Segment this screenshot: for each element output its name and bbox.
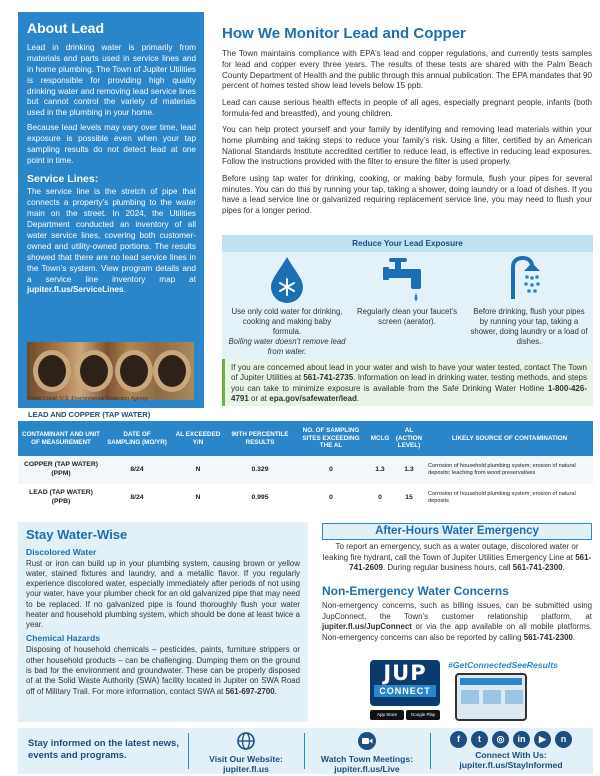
table-header: AL (ACTION LEVEL)	[392, 421, 426, 456]
jupconnect-logo	[370, 660, 440, 706]
website-label: Visit Our Website:	[209, 753, 283, 764]
about-lead-paragraph-2: Because lead levels may vary over time, lead exposure is possible even when your tap sampling results do not detect lead at one point in time.	[27, 123, 196, 165]
non-emergency-text: Non-emergency concerns, such as billing issues, can be submitted using JupConnect, the Town’s customer relationship platform, at jupiter.fl.us/JupConnect or via the app available on all mobile platforms. Non-emergency concerns can also be reported by calling 561-741-2300.	[322, 601, 592, 642]
shower-icon	[507, 255, 551, 303]
non-emergency-phone[interactable]: 561-741-2300	[523, 632, 573, 642]
monitor-paragraph-3: You can help protect yourself and your family by identifying and removing lead materials within your home plumbing and taking steps to reduce your family’s risk. Using a filter, certified by an American National Standards Institute accredited certifier to reduce lead, is effective in reducing lead exposures. Follow the instructions provided with the filter to ensure the filter is used properly.	[222, 125, 592, 167]
hotline-phone[interactable]: 1-800-426-4791	[231, 383, 587, 404]
table-cell: LEAD (TAP WATER) (PPB)	[29, 489, 93, 505]
table-cell: Corrosion of household plumbing system; erosion of natural deposits; leaching from wood preservatives	[426, 456, 593, 484]
app-store-badges	[370, 708, 442, 718]
meetings-label: Watch Town Meetings:	[320, 753, 414, 764]
monitor-paragraph-4: Before using tap water for drinking, cooking, or making baby formula, flush your pipes for several minutes. You can do this by running your tap, taking a shower, doing laundry or a load of dishes. If you have a lead service line or galvanized requiring replacement service line, you may need to flush your pipes for a longer period.	[222, 173, 592, 215]
jupconnect-link[interactable]: jupiter.fl.us/JupConnect	[322, 622, 412, 632]
stay-water-wise-panel	[18, 522, 308, 722]
footer-divider	[188, 733, 189, 769]
linkedin-icon[interactable]: in	[513, 731, 530, 748]
footer-social	[432, 728, 590, 774]
website-link[interactable]: jupiter.fl.us	[223, 763, 269, 774]
meetings-link[interactable]: jupiter.fl.us/Live	[334, 763, 400, 774]
table-header: AL EXCEEDED Y/N	[170, 421, 226, 456]
footer-website	[190, 728, 302, 774]
chemical-hazards-title: Chemical Hazards	[26, 633, 101, 644]
utilities-phone[interactable]: 561-741-2735	[303, 373, 354, 383]
app-store-button[interactable]: App Store	[370, 710, 404, 720]
table-header: 90TH PERCENTILE RESULTS	[226, 421, 294, 456]
hashtag: #GetConnectedSeeResults	[448, 660, 558, 670]
connect-link[interactable]: jupiter.fl.us/StayInformed	[459, 760, 563, 771]
footer	[18, 728, 593, 774]
table-cell: 8/24	[130, 493, 144, 501]
jupconnect-logo-word: JUP	[383, 661, 427, 685]
footer-divider	[304, 733, 305, 769]
tip-flush-pipes-text: Before drinking, flush your pipes by running your tap, taking a shower, doing laundry or a load of dishes.	[470, 307, 588, 346]
google-play-button[interactable]: Google Play	[406, 710, 440, 720]
corroded-pipes-photo	[27, 342, 194, 400]
table-cell: COPPER (TAP WATER) (PPM)	[18, 456, 104, 484]
table-header-row	[18, 421, 593, 456]
business-hours-phone[interactable]: 561-741-2300	[512, 563, 563, 573]
tip-flush-pipes	[470, 255, 588, 347]
footer-divider	[430, 733, 431, 769]
faucet-icon	[381, 255, 433, 303]
service-lines-text: The service line is the stretch of pipe that connects a property’s plumbing to the water main on the street. In 2024, the Utilities Department conducted an inventory of all water service lines, covering both customer-owned and utility-owned portions. The results showed that there are no lead service lines in the Town’s system. View program details and a service line inventory map at jupiter.fl.us/ServiceLines.	[27, 187, 196, 295]
tip-cold-water-note: Boiling water doesn’t remove lead from water.	[228, 336, 346, 356]
epa-link[interactable]: epa.gov/safewater/lead	[269, 394, 357, 404]
twitter-icon[interactable]: t	[471, 731, 488, 748]
table-cell: 0	[378, 493, 382, 501]
discolored-water-text: Rust or iron can build up in your plumbing system, causing brown or yellow water, stained fixtures and laundry, and a metallic flavor. If you regularly experience discolored water, especially immediately after periods of not using your water, have your plumber check for an old galvanized pipe that may need to be replaced. If no galvanized pipe is found thoroughly flush your water heater and household plumbing system, which should be done at least twice a year.	[26, 558, 300, 630]
table-row	[18, 484, 593, 512]
footer-tagline: Stay informed on the latest news, events and programs.	[28, 738, 179, 761]
table-cell: 0.995	[251, 493, 269, 501]
tip-cold-water-text: Use only cold water for drinking, cooking and making baby formula.	[231, 307, 343, 336]
service-lines-title: Service Lines:	[27, 172, 99, 185]
tip-clean-aerator	[348, 255, 466, 327]
monitor-paragraph-2: Lead can cause serious health effects in people of all ages, especially pregnant people, infants (both formula-fed and breastfed), and young children.	[222, 97, 592, 118]
pipe-cross-section	[115, 350, 153, 392]
table-cell: 8/24	[104, 456, 170, 484]
footer-meetings	[306, 728, 428, 774]
non-emergency-section	[322, 584, 592, 643]
pipe-cross-section	[153, 350, 191, 392]
testing-concern-note: If you are concerned about lead in your water and wish to have your water tested, contact The Town of Jupiter Utilities at 561-741-2735. Information on lead in drinking water, testing methods, and steps you can take to minimize exposure is available from the Safe Drinking Water Hotline 1-800-426-4791 or at epa.gov/safewater/lead.	[222, 359, 593, 406]
swa-phone[interactable]: 561-697-2700	[225, 686, 275, 696]
table-cell: 0	[294, 456, 368, 484]
reduce-exposure-box	[222, 235, 593, 359]
monitor-title: How We Monitor Lead and Copper	[222, 25, 466, 42]
non-emergency-title: Non-Emergency Water Concerns	[322, 584, 509, 598]
water-drop-snowflake-icon	[267, 255, 307, 303]
instagram-icon[interactable]: ◎	[492, 731, 509, 748]
table-header: CONTAMINANT AND UNIT OF MEASUREMENT	[18, 421, 104, 456]
about-lead-panel	[18, 12, 204, 408]
photo-credit: Photo Credit: U.S. Environmental Protection Agency	[28, 396, 148, 402]
connect-label: Connect With Us:	[475, 750, 547, 760]
service-lines-link[interactable]: jupiter.fl.us/ServiceLines	[27, 285, 124, 295]
tip-cold-water	[228, 255, 346, 357]
table-cell: 1.3	[392, 456, 426, 484]
facebook-icon[interactable]: f	[450, 731, 467, 748]
video-camera-icon	[357, 731, 377, 751]
globe-icon	[236, 731, 256, 751]
lead-copper-table-title: LEAD AND COPPER (TAP WATER)	[28, 410, 151, 419]
app-screenshot-icon	[455, 673, 527, 721]
tip-clean-aerator-text: Regularly clean your faucet’s screen (aerator).	[357, 307, 457, 326]
table-cell: N	[170, 456, 226, 484]
table-cell: 15	[405, 493, 413, 501]
table-header: DATE OF SAMPLING (MO/YR)	[104, 421, 170, 456]
reduce-exposure-title: Reduce Your Lead Exposure	[222, 235, 593, 252]
table-header: NO. OF SAMPLING SITES EXCEEDING THE AL	[294, 421, 368, 456]
monitor-section	[222, 24, 592, 223]
stay-water-wise-title: Stay Water-Wise	[26, 527, 128, 542]
table-cell: 1.3	[368, 456, 392, 484]
after-hours-text: To report an emergency, such as a water outage, discolored water or leaking fire hydrant, call the Town of Jupiter Utilities Emergency Line at 561-741-2609. During regular business hours, call 561-741-2300.	[322, 542, 592, 573]
after-hours-title: After-Hours Water Emergency	[322, 523, 592, 540]
lead-copper-table	[18, 421, 593, 512]
table-cell: N	[195, 493, 201, 501]
discolored-water-title: Discolored Water	[26, 546, 97, 557]
pipe-cross-section	[33, 350, 71, 392]
nextdoor-icon[interactable]: n	[555, 731, 572, 748]
youtube-icon[interactable]: ▶	[534, 731, 551, 748]
table-cell: Corrosion of household plumbing system; erosion of natural deposits	[428, 490, 576, 504]
monitor-paragraph-1: The Town maintains compliance with EPA’s lead and copper regulations, and currently tests samples for lead and copper every three years. The results of these tests are shared with the Palm Beach County Department of Health and the public through this annual publication. The EPA mandates that 90 percent of homes tested show lead levels below 15 ppb.	[222, 49, 593, 91]
table-header: MCLG	[368, 421, 392, 456]
about-lead-paragraph-1: Lead in drinking water is primarily from materials and parts used in service lines and in home plumbing. The Town of Jupiter Utilities is responsible for providing high quality drinking water and removing lead service lines but cannot control the variety of materials used in the plumbing in your home.	[27, 42, 196, 118]
chemical-hazards-text: Disposing of household chemicals – pesticides, paints, furniture strippers or other household products – can be challenging. Dumping them on the ground is bad for the environment and groundwater. These can be properly disposed of at the Solid Waste Authority (SWA) facility located in Jupiter on SWA Road off of Military Trail. For more information, contact SWA at 561-697-2700.	[26, 645, 300, 696]
table-row	[18, 456, 593, 484]
about-lead-title: About Lead	[27, 20, 104, 36]
table-header: LIKELY SOURCE OF CONTAMINATION	[426, 421, 593, 456]
jupconnect-logo-sub: CONNECT	[374, 685, 436, 697]
pipe-cross-section	[75, 350, 113, 392]
social-icons	[432, 728, 590, 750]
emergency-phone[interactable]: 561-741-2609	[349, 552, 592, 573]
table-cell: 0	[329, 493, 333, 501]
table-cell: 0.329	[226, 456, 294, 484]
